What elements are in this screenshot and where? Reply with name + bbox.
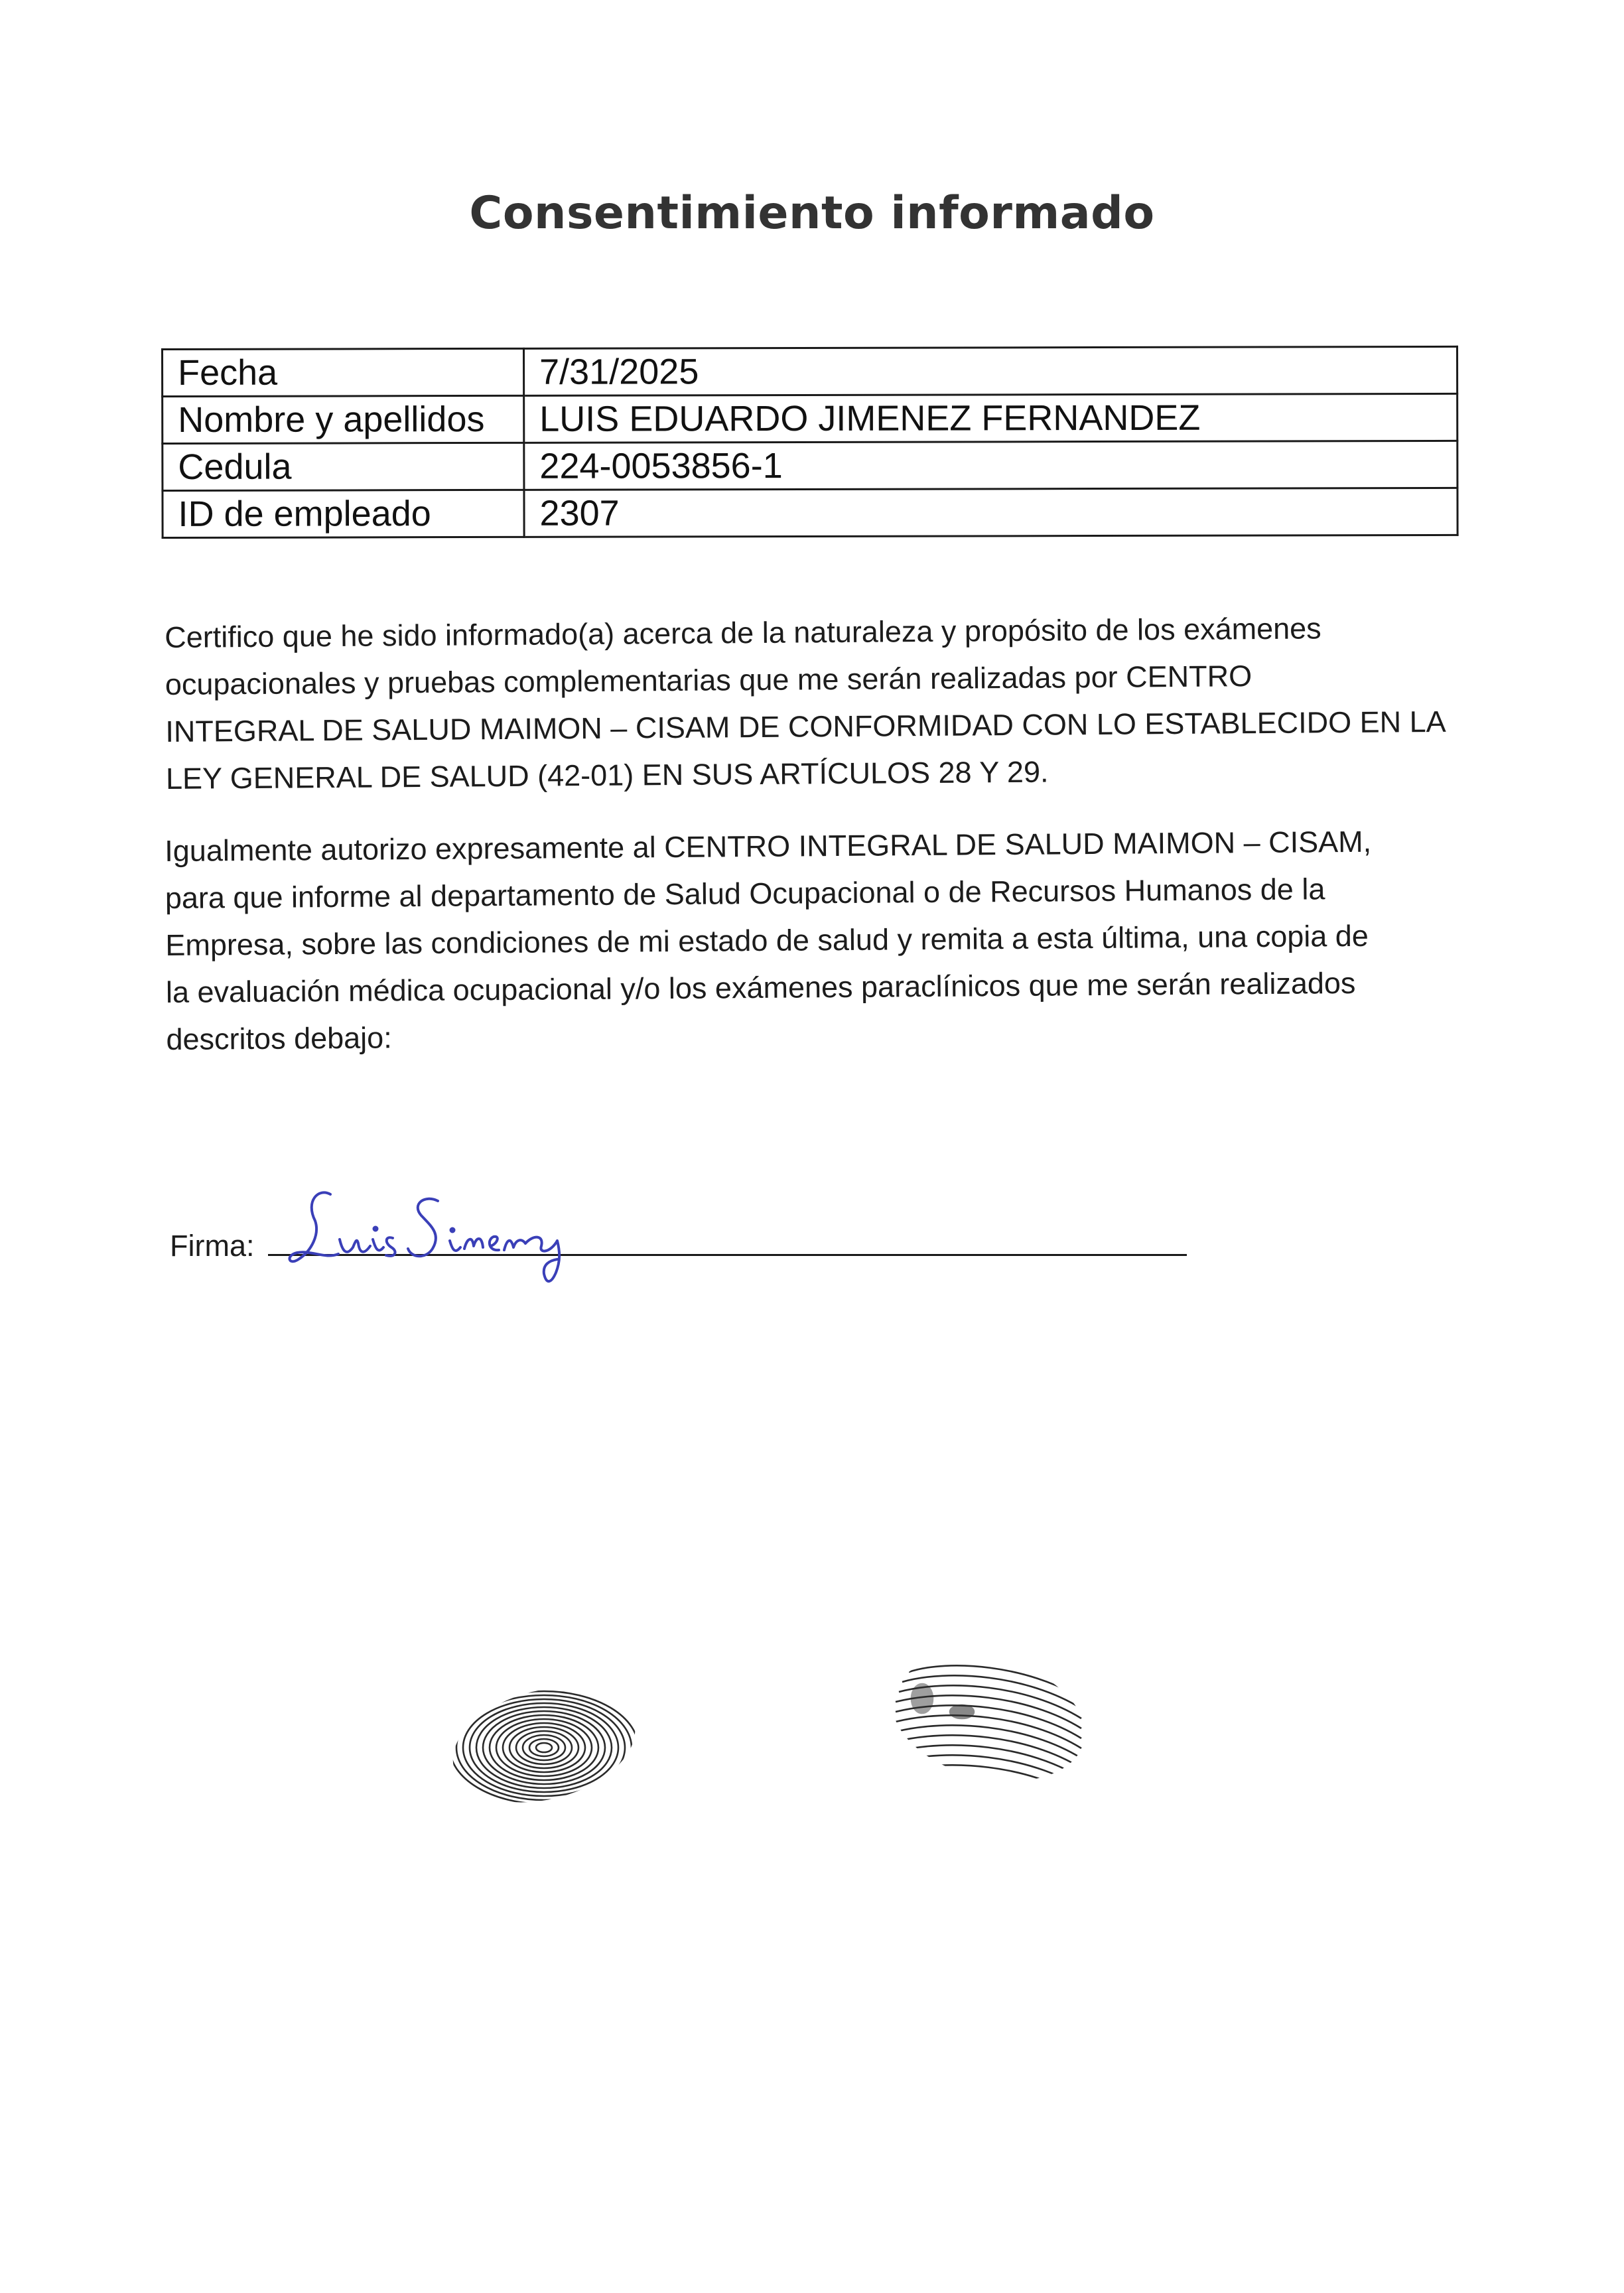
paragraph-line: Certifico que he sido informado(a) acerca de la naturaleza y propósito de los exámenes: [165, 611, 1321, 654]
paragraph-line: Empresa, sobre las condiciones de mi estado de salud y remita a esta última, una copia de: [165, 918, 1369, 962]
table-row: [163, 441, 1457, 490]
signature-label: Firma:: [170, 1229, 255, 1263]
row-value-id-empleado: 2307: [524, 488, 1457, 537]
row-label-fecha: Fecha: [163, 348, 524, 396]
row-label-nombre: Nombre y apellidos: [163, 395, 524, 443]
paragraph-line: Igualmente autorizo expresamente al CENTRO INTEGRAL DE SALUD MAIMON – CISAM,: [165, 824, 1372, 868]
paragraph-line: descritos debajo:: [166, 1020, 392, 1056]
row-label-id-empleado: ID de empleado: [163, 490, 524, 537]
row-value-fecha: 7/31/2025: [524, 346, 1457, 395]
authorization-paragraph: [165, 817, 1467, 1063]
row-value-nombre: LUIS EDUARDO JIMENEZ FERNANDEZ: [524, 393, 1457, 443]
table-row: [163, 346, 1457, 396]
paragraph-line: INTEGRAL DE SALUD MAIMON – CISAM DE CONFORMIDAD CON LO ESTABLECIDO EN LA: [165, 704, 1446, 748]
fingerprint-left: [444, 1679, 643, 1811]
certification-paragraph: [165, 604, 1466, 802]
paragraph-line: para que informe al departamento de Salud Ocupacional o de Recursos Humanos de la: [165, 872, 1325, 915]
row-value-cedula: 224-0053856-1: [524, 441, 1457, 490]
fingerprint-right: [882, 1645, 1095, 1791]
paragraph-line: la evaluación médica ocupacional y/o los exámenes paraclínicos que me serán realizados: [165, 965, 1356, 1009]
row-label-cedula: Cedula: [163, 443, 524, 490]
paragraph-line: ocupacionales y pruebas complementarias que me serán realizadas por CENTRO: [165, 659, 1252, 701]
paragraph-line: LEY GENERAL DE SALUD (42-01) EN SUS ARTÍCULOS 28 Y 29.: [165, 754, 1049, 796]
table-row: [163, 488, 1457, 537]
document-title: Consentimiento informado: [469, 187, 1155, 240]
table-row: [163, 393, 1457, 443]
handwritten-signature: [279, 1174, 637, 1300]
info-table: [161, 346, 1459, 539]
